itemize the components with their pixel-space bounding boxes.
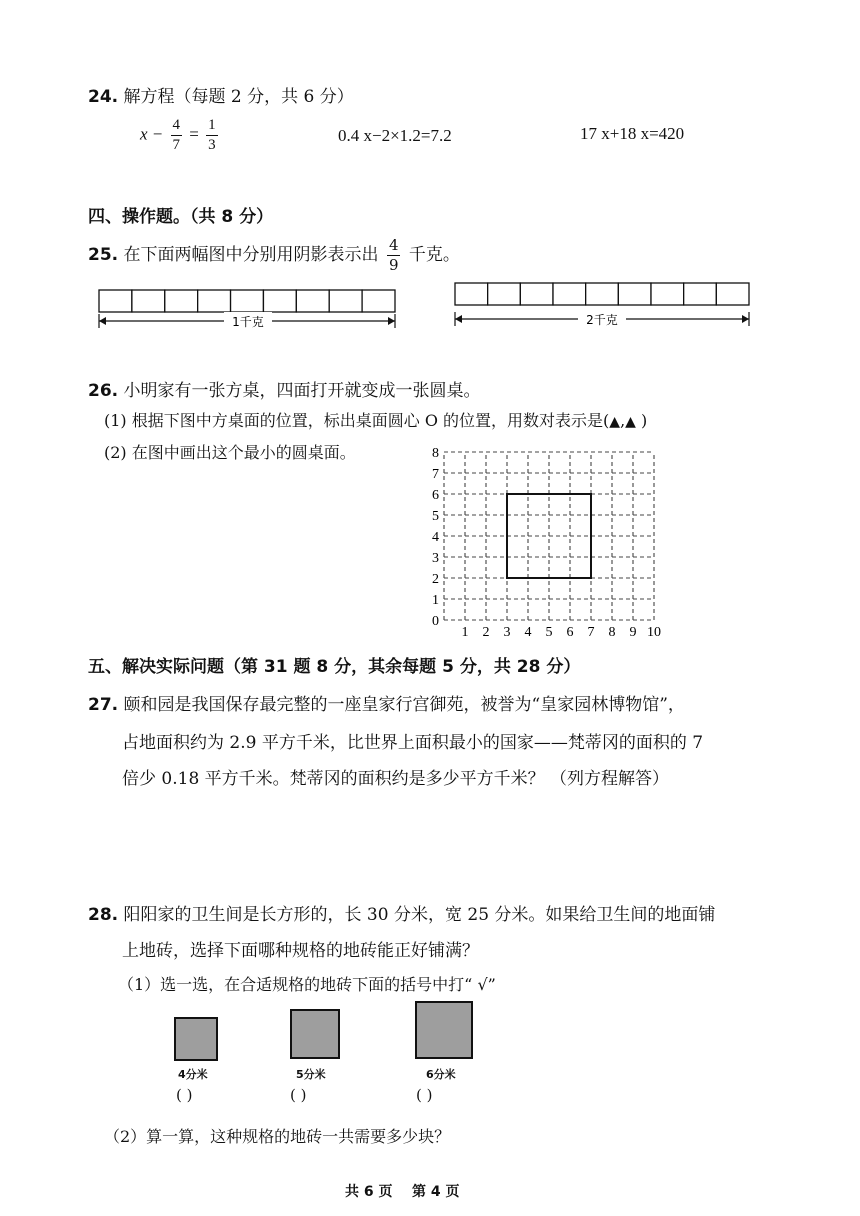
left-arrow-icon xyxy=(455,315,462,323)
q24-heading xyxy=(88,82,354,107)
grid-x-label: 7 xyxy=(587,625,595,640)
footer-total-pages: 共 6 页 xyxy=(345,1184,393,1200)
q26-sub2: (2) 在图中画出这个最小的圆桌面。 xyxy=(104,443,356,462)
q24-eq1-equals: = xyxy=(189,124,199,144)
q24-equation-3: 17 x+18 x=420 xyxy=(580,124,685,143)
q24-equation-1 xyxy=(140,118,221,153)
q27-line1-text: 颐和园是我国保存最完整的一座皇家行宫御苑，被誉为“皇家园林博物馆”， xyxy=(123,695,685,715)
grid-x-label: 5 xyxy=(545,625,553,640)
grid-x-label: 10 xyxy=(647,625,661,640)
grid-x-label: 8 xyxy=(608,625,616,640)
q26-heading xyxy=(88,376,481,401)
fraction-numerator: 4 xyxy=(171,118,183,136)
tile-5dm-label: 5分米 xyxy=(296,1068,326,1081)
q26-sub1-close: ) xyxy=(641,411,648,430)
fraction-numerator: 4 xyxy=(388,236,399,254)
triangle-icon: ▲ xyxy=(609,414,621,430)
bar1-cell[interactable] xyxy=(132,290,165,312)
q26-sub1-sep: , xyxy=(620,411,626,430)
q28-sub2: （2）算一算，这种规格的地砖一共需要多少块？ xyxy=(104,1127,451,1146)
triangle-icon: ▲ xyxy=(625,414,636,430)
q27-number: 27. xyxy=(88,695,119,715)
fraction-denominator: 7 xyxy=(172,137,181,153)
bar1-cell[interactable] xyxy=(329,290,362,312)
q24-eq1-fraction-1 xyxy=(171,118,183,153)
bar1-cell[interactable] xyxy=(99,290,132,312)
bar2-cells xyxy=(455,283,749,305)
bar2-cell[interactable] xyxy=(684,283,717,305)
tile-6dm-label: 6分米 xyxy=(426,1068,456,1081)
grid-y-label: 4 xyxy=(432,530,439,545)
section-4-title: 四、操作题。（共 8 分） xyxy=(88,207,274,227)
q24-number: 24. xyxy=(88,87,119,107)
bar2-cell[interactable] xyxy=(618,283,651,305)
grid-x-label: 6 xyxy=(566,625,574,640)
section-5-title: 五、解决实际问题（第 31 题 8 分，其余每题 5 分，共 28 分） xyxy=(88,657,581,677)
q25-fraction xyxy=(387,238,401,273)
q28-number: 28. xyxy=(88,905,119,925)
q24-title: 解方程（每题 2 分，共 6 分） xyxy=(123,87,354,107)
q28-line-2: 上地砖，选择下面哪种规格的地砖能正好铺满？ xyxy=(122,941,479,961)
q26-text: 小明家有一张方桌，四面打开就变成一张圆桌。 xyxy=(123,381,481,401)
tile-4dm xyxy=(174,1017,218,1061)
grid-x-label: 9 xyxy=(629,625,637,640)
q27-line-3: 倍少 0.18 平方千米。梵蒂冈的面积约是多少平方千米？ （列方程解答） xyxy=(122,769,670,789)
grid-x-label: 1 xyxy=(461,625,469,640)
bar1-cell[interactable] xyxy=(231,290,264,312)
grid-y-label: 5 xyxy=(432,509,439,524)
q26-sub1 xyxy=(104,408,647,431)
bar2-cell[interactable] xyxy=(520,283,553,305)
grid-x-label: 3 xyxy=(503,625,511,640)
grid-y-label: 8 xyxy=(432,446,439,461)
q28-line1-text: 阳阳家的卫生间是长方形的，长 30 分米，宽 25 分米。如果给卫生间的地面铺 xyxy=(123,905,716,925)
grid-x-labels xyxy=(462,625,662,640)
right-arrow-icon xyxy=(388,317,395,325)
fraction-denominator: 9 xyxy=(388,256,399,274)
grid-x-label: 4 xyxy=(524,625,532,640)
grid-y-label: 1 xyxy=(432,593,439,608)
q25-text-after: 千克。 xyxy=(408,245,460,265)
tile-6dm-answer-blank: ( ) xyxy=(416,1086,433,1104)
bar1-label: 1千克 xyxy=(232,315,264,329)
left-arrow-icon xyxy=(99,317,106,325)
page-footer xyxy=(345,1181,460,1201)
grid-y-label: 0 xyxy=(432,614,439,629)
bar1-cell[interactable] xyxy=(296,290,329,312)
bar2-cell[interactable] xyxy=(455,283,488,305)
q25-bar-diagram-2 xyxy=(446,278,766,338)
tile-5dm xyxy=(290,1009,340,1059)
tile-4dm-label: 4分米 xyxy=(178,1068,208,1081)
fraction-numerator: 1 xyxy=(206,118,218,136)
bar2-cell[interactable] xyxy=(488,283,521,305)
footer-current-page: 第 4 页 xyxy=(412,1184,460,1200)
q25-heading xyxy=(88,238,460,273)
fraction-denominator: 3 xyxy=(208,137,216,153)
tile-5dm-answer-blank: ( ) xyxy=(290,1086,307,1104)
grid-x-label: 2 xyxy=(482,625,490,640)
bar2-label: 2千克 xyxy=(586,313,618,327)
bar1-cell[interactable] xyxy=(263,290,296,312)
grid-lines xyxy=(444,452,654,620)
q28-sub1: （1）选一选，在合适规格的地砖下面的括号中打“ √” xyxy=(118,975,496,994)
tile-6dm xyxy=(415,1001,473,1059)
bar1-cell[interactable] xyxy=(165,290,198,312)
q28-line-1 xyxy=(88,900,715,925)
bar2-cell[interactable] xyxy=(586,283,619,305)
q24-eq1-lhs: x − xyxy=(140,124,164,144)
grid-y-label: 7 xyxy=(432,467,439,482)
q26-coordinate-grid xyxy=(420,440,680,646)
bar2-cell[interactable] xyxy=(553,283,586,305)
grid-y-label: 2 xyxy=(432,572,439,587)
bar1-cell[interactable] xyxy=(198,290,231,312)
bar2-cell[interactable] xyxy=(716,283,749,305)
q26-number: 26. xyxy=(88,381,119,401)
q27-line-1 xyxy=(88,690,685,715)
q25-text-before: 在下面两幅图中分别用阴影表示出 xyxy=(123,245,379,265)
q24-eq1-fraction-2 xyxy=(206,118,218,153)
bar2-cell[interactable] xyxy=(651,283,684,305)
q26-sub1-text: (1) 根据下图中方桌面的位置，标出桌面圆心 O 的位置，用数对表示是( xyxy=(104,411,610,430)
grid-y-label: 3 xyxy=(432,551,439,566)
q24-equation-2: 0.4 x−2×1.2=7.2 xyxy=(338,126,452,145)
right-arrow-icon xyxy=(742,315,749,323)
bar1-cells xyxy=(99,290,395,312)
grid-y-labels xyxy=(432,446,439,629)
q27-line-2: 占地面积约为 2.9 平方千米，比世界上面积最小的国家——梵蒂冈的面积的 7 xyxy=(122,733,704,753)
q25-number: 25. xyxy=(88,245,119,265)
bar1-cell[interactable] xyxy=(362,290,395,312)
tile-4dm-answer-blank: ( ) xyxy=(176,1086,193,1104)
grid-y-label: 6 xyxy=(432,488,439,503)
q25-bar-diagram-1 xyxy=(90,282,410,342)
